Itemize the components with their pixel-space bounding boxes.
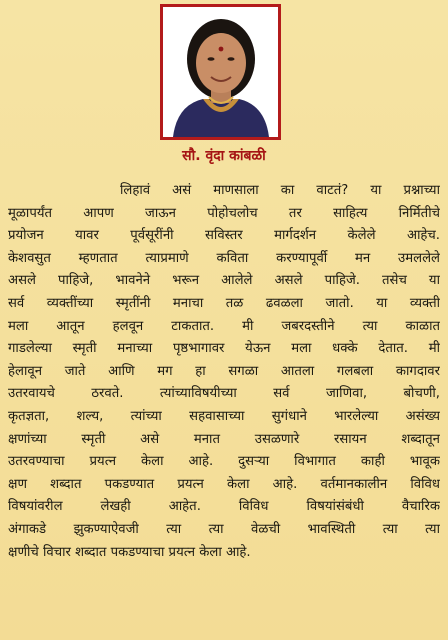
text-line: हेलावून जाते आणि मग हा सगळा आतला गलबला कागदावर bbox=[8, 363, 440, 379]
text-line: विषयांवरील लेखही आहेत. विविध विषयांसंबंधी वैचारिक bbox=[8, 499, 440, 515]
text-line: क्षणांच्या स्मृती असे मनात उसळणारे रसायन शब्दातून bbox=[8, 431, 440, 447]
text-line: गाडलेल्या स्मृती मनाच्या पृष्ठभागावर येऊन मला धक्के देतात. मी bbox=[8, 341, 440, 357]
preface-paragraph bbox=[8, 180, 440, 564]
text-line: उतरवायचे ठरवते. त्यांच्याविषयीच्या सर्व जाणिवा, बोचणी, bbox=[8, 386, 440, 402]
text-line: कृतज्ञता, शल्य, त्यांच्या सहवासाच्या सुगंधाने भारलेल्या असंख्य bbox=[8, 408, 440, 424]
text-line: सर्व व्यक्तींच्या स्मृतींनी मनाचा तळ ढवळला जातो. या व्यक्ती bbox=[8, 295, 440, 311]
author-photo bbox=[160, 4, 281, 140]
text-line: प्रयोजन यावर पूर्वसूरींनी सविस्तर मार्गदर्शन केलेले आहेच. bbox=[8, 228, 440, 244]
text-line: असले पाहिजे, भावनेने भरून आलेले असले पाहिजे. तसेच या bbox=[8, 273, 440, 289]
text-line: मूळापर्यंत आपण जाऊन पोहोचलोच तर साहित्य निर्मितीचे bbox=[8, 205, 440, 221]
text-line: क्षणीचे विचार शब्दात पकडण्याचा प्रयत्न केला आहे. bbox=[8, 544, 251, 560]
text-line: अंगाकडे झुकण्याऐवजी त्या त्या वेळची भावस्थिती त्या त्या bbox=[8, 521, 440, 537]
text-line: क्षण शब्दात पकडण्यात प्रयत्न केला आहे. वर्तमानकालीन विविध bbox=[8, 476, 440, 492]
text-line: लिहावं असं माणसाला का वाटतं? या प्रश्नाच्या bbox=[120, 183, 440, 198]
author-name: सौ. वृंदा कांबळी bbox=[182, 148, 266, 164]
text-line: उतरवण्याचा प्रयत्न केला आहे. दुसऱ्या विभागात काही भावूक bbox=[8, 454, 440, 470]
author-portrait-image bbox=[163, 7, 278, 137]
text-line: केशवसुत म्हणतात त्याप्रमाणे कविता करण्यापूर्वी मन उमललेले bbox=[8, 250, 440, 266]
text-line: मला आतून हलवून टाकतात. मी जबरदस्तीने त्या काळात bbox=[8, 318, 440, 334]
